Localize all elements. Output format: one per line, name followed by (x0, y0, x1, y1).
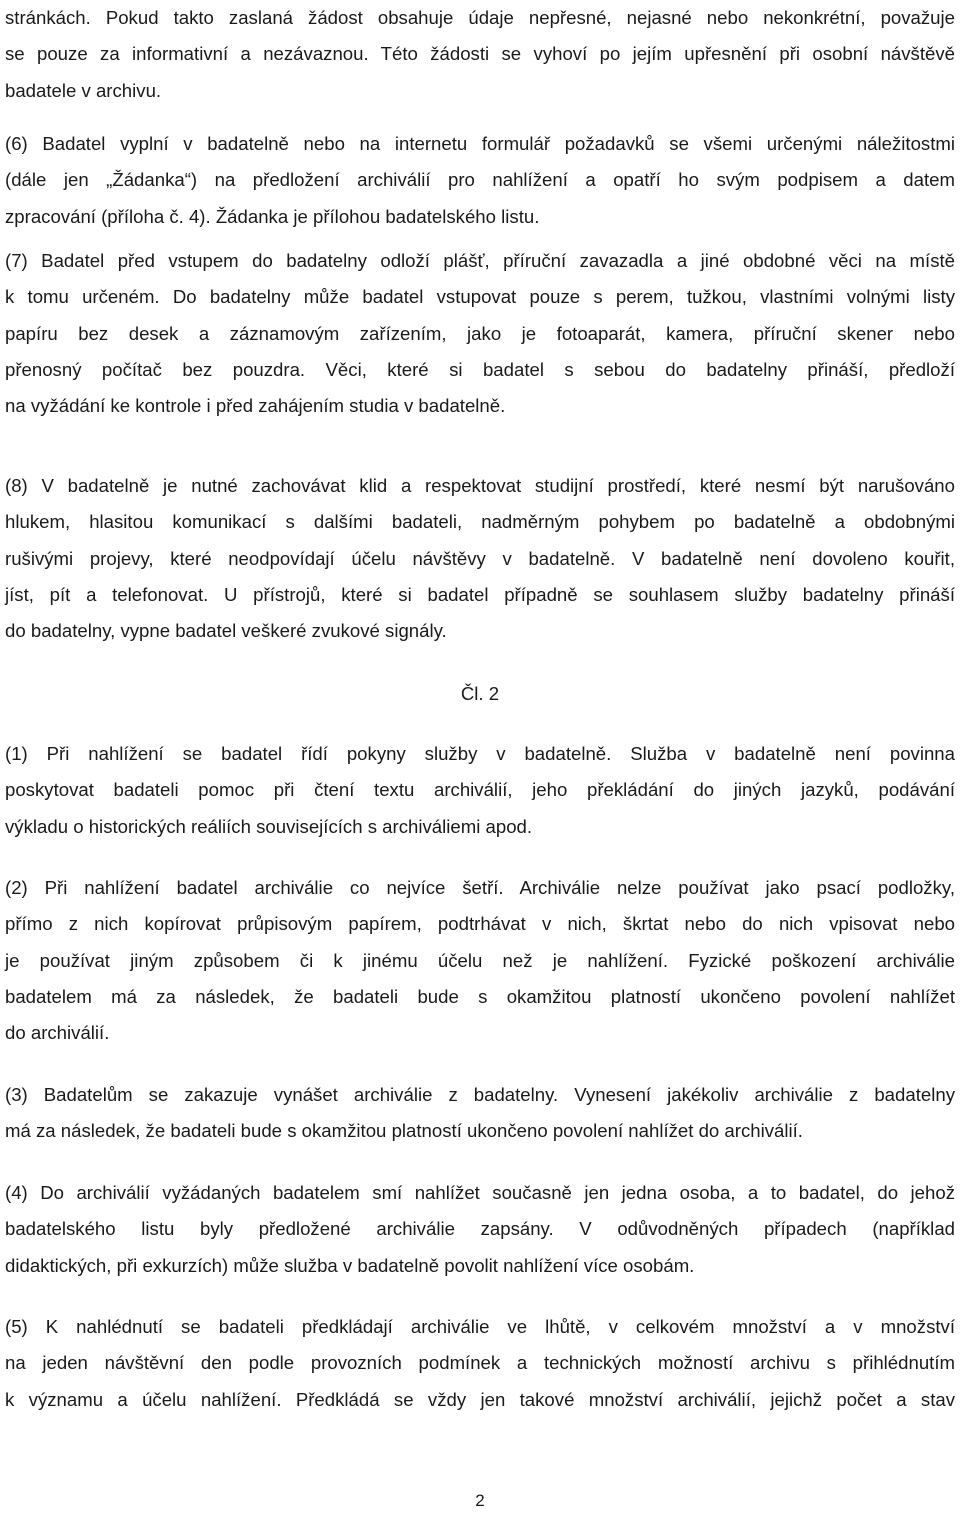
text-line: do badatelny, vypne badatel veškeré zvukové signály. (5, 620, 447, 642)
text-line: se pouze za informativní a nezávaznou. Této žádosti se vyhoví po jejím upřesnění při osobní návštěvě (5, 43, 955, 65)
paragraph-article2-2 (5, 870, 955, 1051)
text-line: do archiválií. (5, 1022, 110, 1044)
text-line: badatelského listu byly předložené archiválie zapsány. V odůvodněných případech (například (5, 1218, 955, 1240)
text-line: na jeden návštěvní den podle provozních podmínek a technických možností archivu s přihlédnutím (5, 1352, 955, 1374)
text-line: (2) Při nahlížení badatel archiválie co nejvíce šetří. Archiválie nelze používat jako psací podložky, (5, 877, 955, 898)
paragraph-article2-1 (5, 736, 955, 845)
text-line: (6) Badatel vyplní v badatelně nebo na internetu formulář požadavků se všemi určenými náležitostmi (5, 133, 955, 154)
text-line: jíst, pít a telefonovat. U přístrojů, které si badatel případně se souhlasem služby badatelny přináší (5, 583, 955, 605)
text-line: (1) Při nahlížení se badatel řídí pokyny služby v badatelně. Služba v badatelně není povinna (5, 743, 955, 764)
text-line: badatele v archivu. (5, 79, 162, 101)
text-line: výkladu o historických reáliích souvisejících s archiváliemi apod. (5, 815, 533, 837)
text-line: (dále jen „Žádanka“) na předložení archiválií pro nahlížení a opatří ho svým podpisem a datem (5, 169, 955, 191)
text-line: papíru bez desek a záznamovým zařízením, jako je fotoaparát, kamera, příruční skener nebo (5, 322, 955, 344)
text-line: poskytovat badateli pomoc při čtení textu archiválií, jeho překládání do jiných jazyků, podávání (5, 779, 955, 801)
text-line: badatelem má za následek, že badateli bude s okamžitou platností ukončeno povolení nahlížet (5, 985, 955, 1007)
text-line: (4) Do archiválií vyžádaných badatelem smí nahlížet současně jen jedna osoba, a to badatel, do jehož (5, 1182, 955, 1203)
text-line: k tomu určeném. Do badatelny může badatel vstupovat pouze s perem, tužkou, vlastními volnými listy (5, 286, 955, 308)
text-line: (8) V badatelně je nutné zachovávat klid a respektovat studijní prostředí, které nesmí být narušováno (5, 475, 955, 496)
paragraph-article1-8 (5, 468, 955, 649)
paragraph-article1-6 (5, 126, 955, 235)
paragraph-article1-7 (5, 243, 955, 424)
text-line: k významu a účelu nahlížení. Předkládá se vždy jen takové množství archiválií, jejichž počet a stav (5, 1388, 955, 1410)
text-line: na vyžádání ke kontrole i před zahájením studia v badatelně. (5, 395, 506, 417)
article-heading: Čl. 2 (460, 683, 500, 704)
page-number: 2 (475, 1491, 485, 1510)
paragraph-article2-3 (5, 1077, 955, 1150)
text-line: (3) Badatelům se zakazuje vynášet archiválie z badatelny. Vynesení jakékoliv archiválie z badatelny (5, 1084, 955, 1105)
text-line: zpracování (příloha č. 4). Žádanka je přílohou badatelského listu. (5, 205, 540, 227)
text-line: stránkách. Pokud takto zaslaná žádost obsahuje údaje nepřesné, nejasné nebo nekonkrétní, považuje (5, 7, 955, 28)
text-line: (5) K nahlédnutí se badateli předkládají archiválie ve lhůtě, v celkovém množství a v množství (5, 1316, 955, 1337)
text-line: má za následek, že badateli bude s okamžitou platností ukončeno povolení nahlížet do archiválií. (5, 1120, 803, 1142)
text-line: (7) Badatel před vstupem do badatelny odloží plášť, příruční zavazadla a jiné obdobné věci na místě (5, 250, 955, 271)
text-line: didaktických, při exkurzích) může služba v badatelně povolit nahlížení více osobám. (5, 1254, 695, 1276)
text-line: je používat jiným způsobem či k jinému účelu než je nahlížení. Fyzické poškození archiválie (5, 949, 955, 971)
text-line: hlukem, hlasitou komunikací s dalšími badateli, nadměrným pohybem po badatelně a obdobnými (5, 511, 955, 533)
text-line: rušivými projevy, které neodpovídají účelu návštěvy v badatelně. V badatelně není dovoleno kouřit, (5, 547, 955, 569)
paragraph-article2-5 (5, 1309, 955, 1418)
text-line: přenosný počítač bez pouzdra. Věci, které si badatel s sebou do badatelny přináší, předloží (5, 358, 955, 380)
paragraph-intro-continuation (5, 0, 955, 109)
text-line: přímo z nich kopírovat průpisovým papírem, podtrhávat v nich, škrtat nebo do nich vpisovat nebo (5, 913, 955, 935)
paragraph-article2-4 (5, 1175, 955, 1284)
